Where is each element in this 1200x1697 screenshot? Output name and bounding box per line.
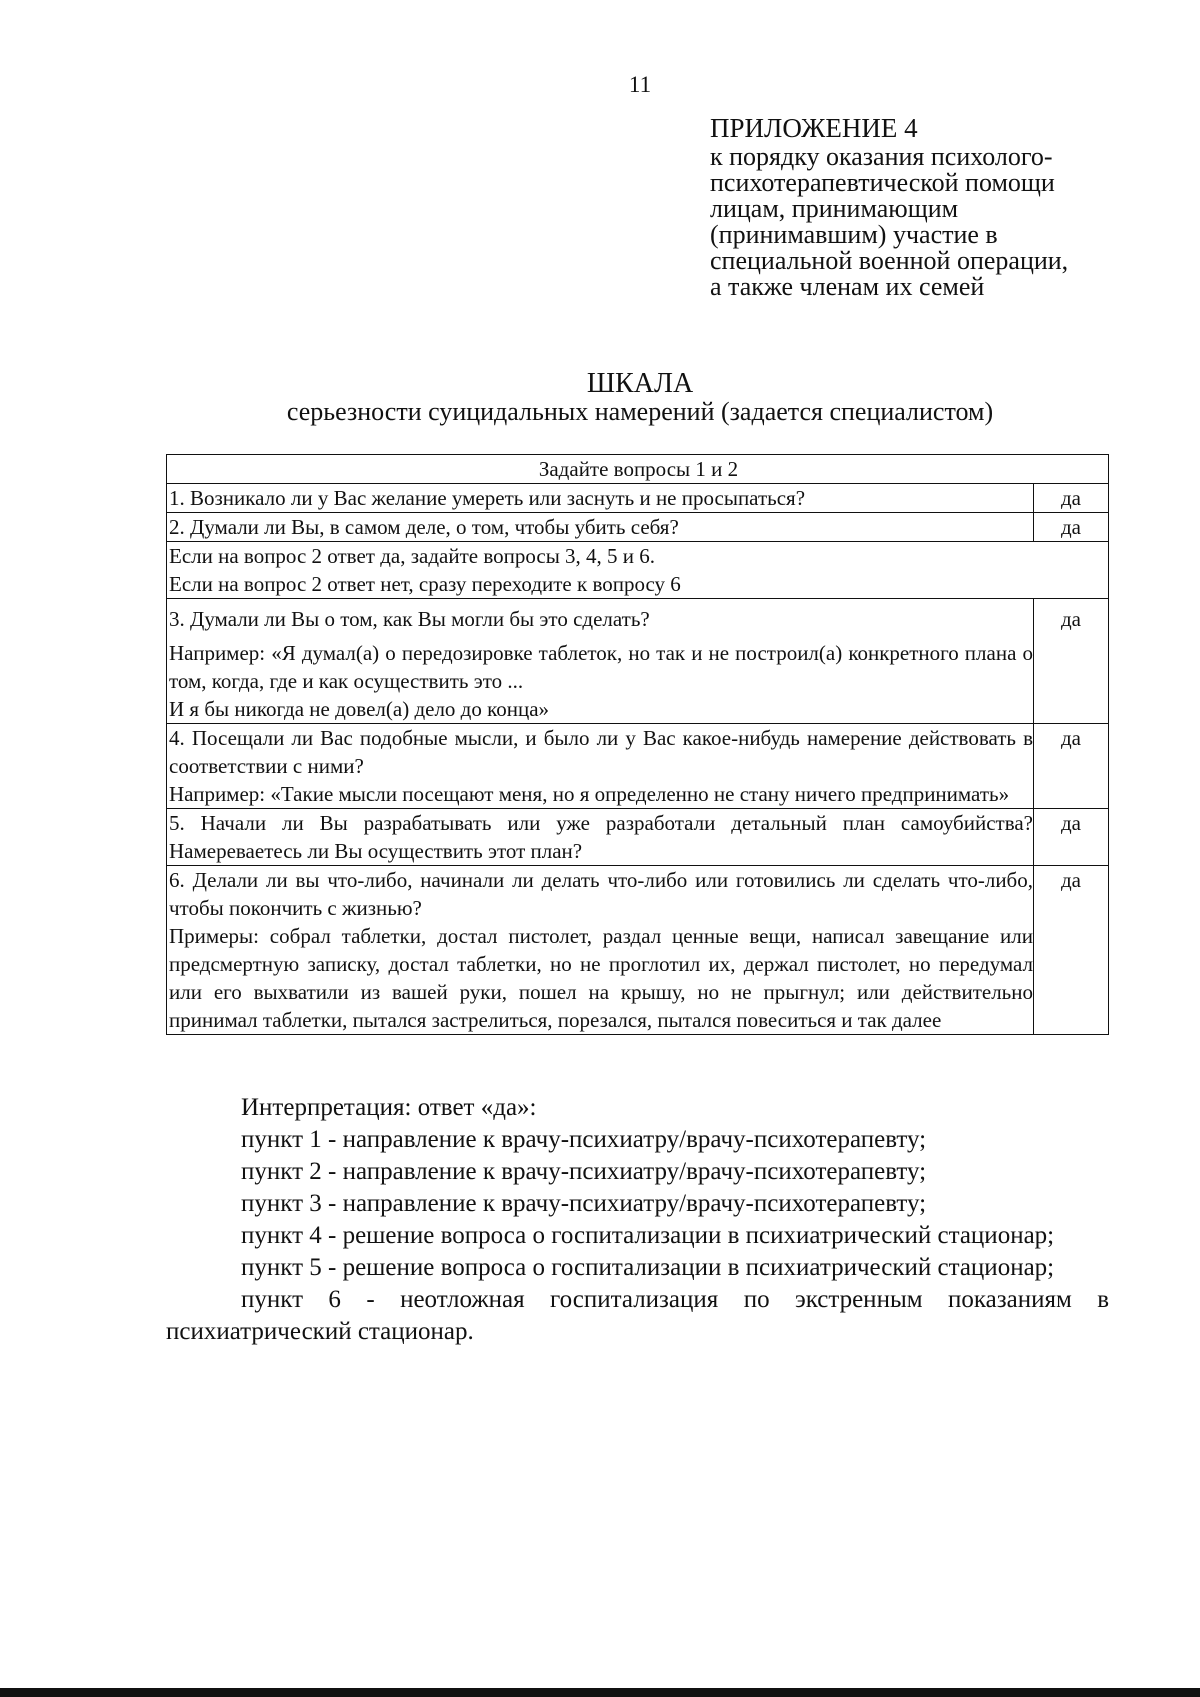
instruction-cell <box>167 542 1109 599</box>
question-4-cell <box>167 724 1034 809</box>
table-row <box>167 809 1109 866</box>
question-3-cell <box>167 599 1034 724</box>
appendix-block <box>710 112 1170 300</box>
suicide-scale-table <box>166 454 1109 1035</box>
interpretation-item: пункт 5 - решение вопроса о госпитализации в психиатрический стационар; <box>241 1254 1055 1281</box>
appendix-title: ПРИЛОЖЕНИЕ 4 <box>710 113 918 143</box>
question-6-cell <box>167 866 1034 1035</box>
answer-cell: да <box>1034 513 1109 542</box>
table-row <box>167 513 1109 542</box>
interpretation-item: пункт 2 - направление к врачу-психиатру/врачу-психотерапевту; <box>241 1158 927 1185</box>
instruction-no: Если на вопрос 2 ответ нет, сразу переходите к вопросу 6 <box>169 572 681 596</box>
page-number: 11 <box>628 72 652 97</box>
interpretation-item: пункт 6 - неотложная госпитализация по экстренным показаниям в психиатрический стационар. <box>166 1286 1109 1345</box>
question-3: 3. Думали ли Вы о том, как Вы могли бы это сделать? <box>169 607 650 631</box>
scan-bottom-edge <box>0 1688 1200 1697</box>
question-3-example-end: И я бы никогда не довел(а) дело до конца» <box>169 697 550 721</box>
question-2: 2. Думали ли Вы, в самом деле, о том, чтобы убить себя? <box>167 513 1034 542</box>
interpretation-heading: Интерпретация: ответ «да»: <box>241 1094 537 1121</box>
answer-cell: да <box>1034 484 1109 513</box>
appendix-line: к порядку оказания психолого- <box>710 142 1053 171</box>
interpretation-block <box>166 1092 1109 1348</box>
table-header-row <box>167 455 1109 484</box>
answer-cell: да <box>1034 724 1109 809</box>
question-6-examples: Примеры: собрал таблетки, достал пистолет, раздал ценные вещи, написал завещание или предсмертную записку, достал таблетки, но не проглотил их, держал пистолет, но передумал или его выхватили из вашей руки, пошел на крышу, но не прыгнул; или действительно принимал таблетки, пытался застрелиться, порезался, пытался повеситься и так далее <box>169 924 1033 1032</box>
appendix-line: психотерапевтической помощи <box>710 168 1055 197</box>
document-title: ШКАЛА <box>586 368 694 399</box>
appendix-line: а также членам их семей <box>710 272 985 301</box>
table-header: Задайте вопросы 1 и 2 <box>167 455 1109 484</box>
question-4: 4. Посещали ли Вас подобные мысли, и было ли у Вас какое-нибудь намерение действовать в соответствии с ними? <box>169 726 1033 778</box>
appendix-line: специальной военной операции, <box>710 246 1069 275</box>
table-row <box>167 724 1109 809</box>
appendix-line: лицам, принимающим <box>710 194 959 223</box>
answer-cell: да <box>1034 866 1109 1035</box>
question-1: 1. Возникало ли у Вас желание умереть или заснуть и не просыпаться? <box>167 484 1034 513</box>
interpretation-item: пункт 3 - направление к врачу-психиатру/врачу-психотерапевту; <box>241 1190 927 1217</box>
document-subtitle: серьезности суицидальных намерений (задается специалистом) <box>286 397 994 426</box>
interpretation-item: пункт 4 - решение вопроса о госпитализации в психиатрический стационар; <box>241 1222 1055 1249</box>
table-row <box>167 484 1109 513</box>
interpretation-item: пункт 1 - направление к врачу-психиатру/врачу-психотерапевту; <box>241 1126 927 1153</box>
appendix-line: (принимавшим) участие в <box>710 220 998 249</box>
table-row <box>167 866 1109 1035</box>
table-row <box>167 599 1109 724</box>
table-row <box>167 542 1109 599</box>
answer-text: да <box>1060 607 1081 631</box>
question-3-example: Например: «Я думал(а) о передозировке таблеток, но так и не построил(а) конкретного плана о том, когда, где и как осуществить это ... <box>169 641 1033 693</box>
answer-cell <box>1034 599 1109 724</box>
question-4-example: Например: «Такие мысли посещают меня, но я определенно не стану ничего предпринимать» <box>169 782 1010 806</box>
question-5: 5. Начали ли Вы разрабатывать или уже разработали детальный план самоубийства? Намереваетесь ли Вы осуществить этот план? <box>167 809 1034 866</box>
instruction-yes: Если на вопрос 2 ответ да, задайте вопросы 3, 4, 5 и 6. <box>169 544 656 568</box>
answer-cell: да <box>1034 809 1109 866</box>
question-6: 6. Делали ли вы что-либо, начинали ли делать что-либо или готовились ли сделать что-либо, чтобы покончить с жизнью? <box>169 868 1033 920</box>
